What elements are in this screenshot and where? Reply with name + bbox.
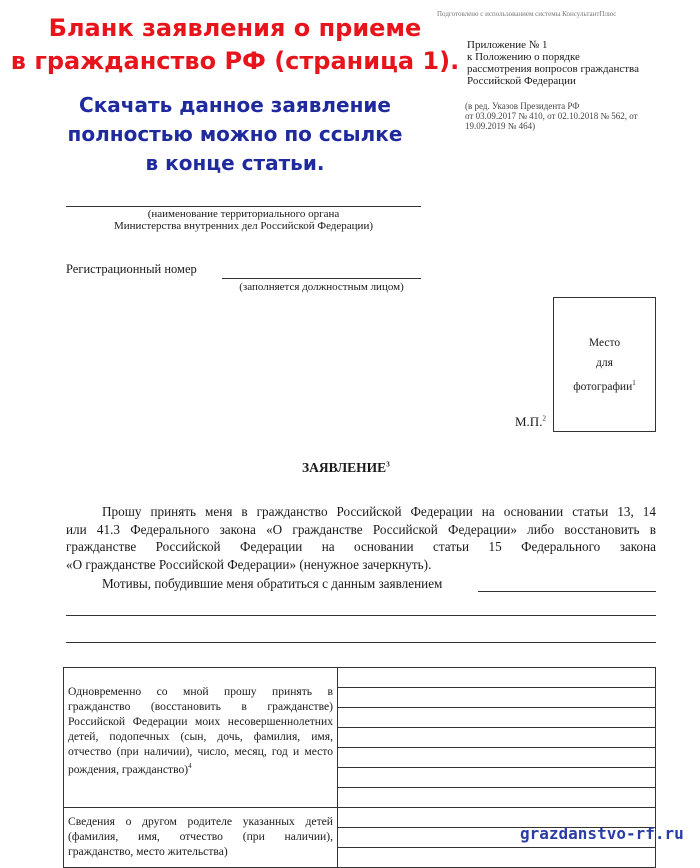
- organ-line[interactable]: [66, 206, 421, 207]
- children-input-line[interactable]: [338, 668, 655, 688]
- edit-line1: (в ред. Указов Президента РФ: [465, 101, 580, 111]
- children-input-line[interactable]: [338, 748, 655, 768]
- banner-title: [10, 12, 460, 78]
- registration-caption: (заполняется должностным лицом): [239, 281, 404, 293]
- title-footnote: 3: [386, 460, 390, 469]
- organ-caption-line1: (наименование территориального органа: [147, 208, 340, 220]
- photo-line1: Место: [588, 337, 621, 349]
- annex-line4: Российской Федерации: [467, 75, 576, 87]
- children-footnote: 4: [188, 762, 192, 770]
- photo-footnote: 1: [632, 379, 636, 387]
- registration-label: Регистрационный номер: [66, 262, 197, 276]
- stamp-label: М.П.$^2$: [515, 414, 546, 429]
- motives-line-0[interactable]: [478, 591, 656, 592]
- photo-box: [553, 297, 656, 432]
- para1-line4: «О гражданстве Российской Федерации» (ненужное зачеркнуть).: [66, 556, 432, 572]
- parent-label-cell: [64, 808, 338, 868]
- photo-line2: для: [596, 357, 613, 369]
- edit-note: [465, 101, 695, 131]
- annex-line2: к Положению о порядке: [467, 51, 580, 63]
- banner-title-line2: в гражданство РФ (страница 1).: [10, 47, 460, 75]
- organ-caption-line2: Министерства внутренних дел Российской Федерации): [114, 220, 373, 232]
- organ-caption: [66, 208, 421, 232]
- banner-note: [40, 91, 430, 178]
- para1-line2: или 41.3 Федерального закона «О гражданстве Российской Федерации» либо восстановить в: [66, 521, 656, 537]
- banner-note-line2: полностью можно по ссылке: [67, 122, 403, 146]
- motives-line-2[interactable]: [66, 642, 656, 643]
- children-input-line[interactable]: [338, 688, 655, 708]
- banner-title-line1: Бланк заявления о приеме: [48, 14, 422, 42]
- table-row: [64, 668, 656, 808]
- motives-label: Мотивы, побудившие меня обратиться с данным заявлением: [102, 576, 443, 591]
- children-input-line[interactable]: [338, 768, 655, 788]
- parent-label: Сведения о другом родителе указанных детей (фамилия, имя, отчество (при наличии), гражданство, место жительства): [68, 815, 333, 858]
- annex-line3: рассмотрения вопросов гражданства: [467, 63, 639, 75]
- para1-line3: гражданстве Российской Федерации на основании статьи 15 Федерального закона: [66, 539, 656, 554]
- banner-note-line3: в конце статьи.: [145, 151, 325, 175]
- banner-note-line1: Скачать данное заявление: [79, 93, 391, 117]
- edit-line3: 19.09.2019 № 464): [465, 121, 536, 131]
- edit-line2: от 03.09.2017 № 410, от 02.10.2018 № 562, от: [465, 111, 638, 121]
- para1-line1: Прошу принять меня в гражданство Российской Федерации на основании статьи 13, 14: [102, 504, 656, 519]
- children-input-cell[interactable]: [338, 668, 656, 808]
- children-input-line[interactable]: [338, 708, 655, 728]
- children-input-line[interactable]: [338, 788, 655, 807]
- children-label: Одновременно со мной прошу принять в гражданство (восстановить в гражданстве) Российской Федерации моих несовершеннолетних детей, подопечных (сын, дочь, фамилия, имя, отчество (при наличии), число, месяц, год и место рождения, гражданство)$^4$: [68, 685, 333, 776]
- photo-line3: фотографии$^1$: [573, 379, 636, 393]
- consultant-note: Подготовлено с использованием системы КонсультантПлюс: [437, 10, 617, 18]
- children-input-line[interactable]: [338, 728, 655, 748]
- parent-input-line[interactable]: [338, 848, 655, 867]
- application-paragraph: [66, 503, 656, 573]
- stamp-footnote: 2: [542, 414, 546, 423]
- children-label-cell: [64, 668, 338, 808]
- registration-line[interactable]: [222, 278, 421, 279]
- application-title: ЗАЯВЛЕНИЕ$^3$: [302, 460, 390, 475]
- motives-line-1[interactable]: [66, 615, 656, 616]
- watermark: grazdanstvo-rf.ru: [520, 824, 684, 843]
- annex-title: Приложение № 1: [467, 39, 548, 51]
- annex-block: [467, 39, 697, 87]
